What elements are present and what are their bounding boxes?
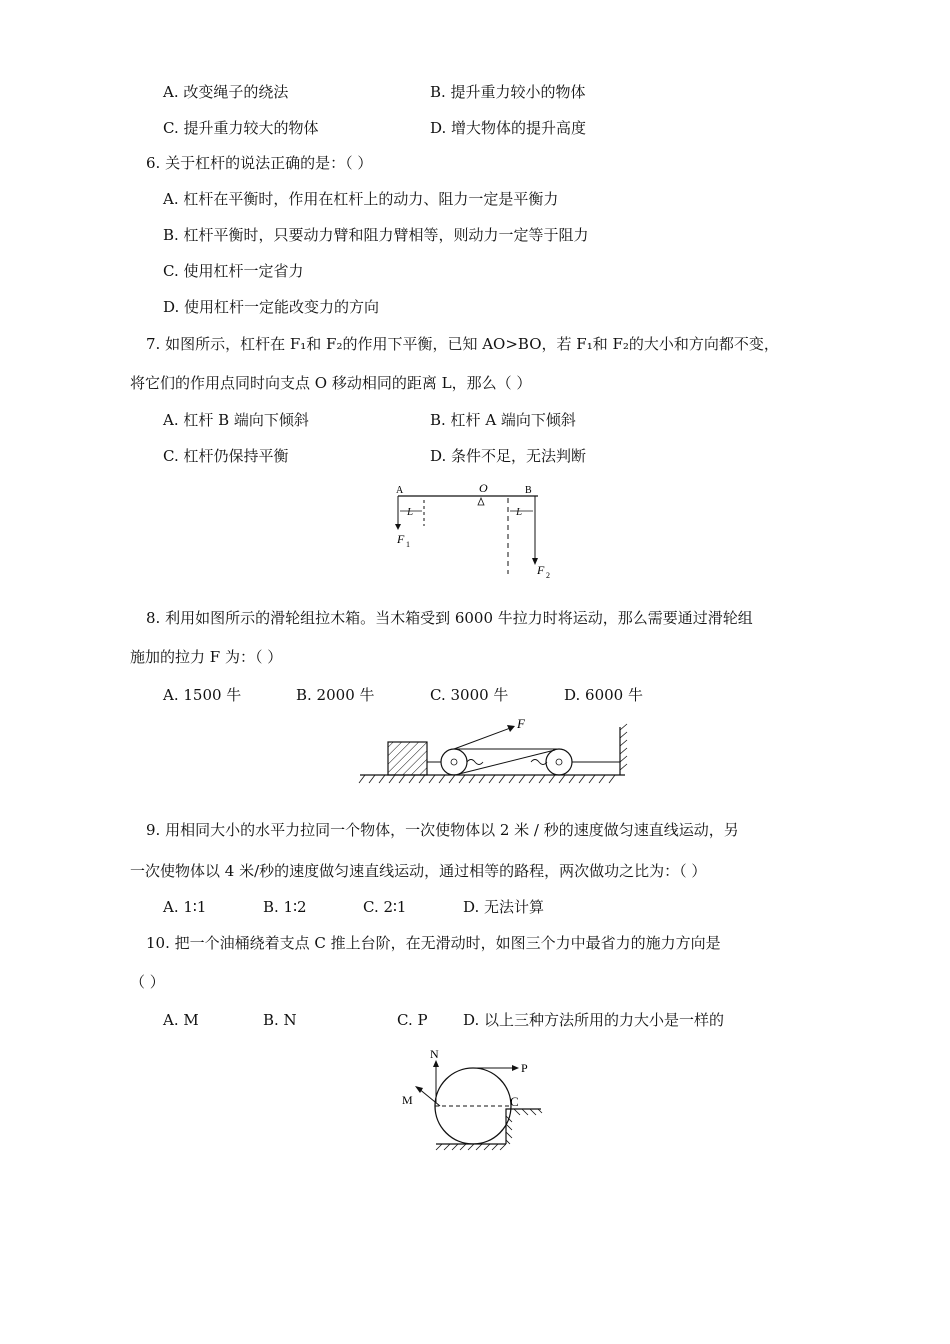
q10-option-c: C. P: [397, 1011, 428, 1029]
q10-option-a: A. M: [163, 1011, 199, 1029]
q6-option-a: A. 杠杆在平衡时，作用在杠杆上的动力、阻力一定是平衡力: [163, 190, 559, 208]
q5-option-c: C. 提升重力较大的物体: [163, 119, 319, 137]
label-n: N: [430, 1047, 439, 1061]
q8-option-a: A. 1500 牛: [163, 686, 242, 704]
q7-option-d: D. 条件不足，无法判断: [430, 447, 587, 465]
fixed-pulley: [546, 749, 572, 775]
q9-option-d: D. 无法计算: [463, 898, 545, 916]
q10-option-d: D. 以上三种方法所用的力大小是一样的: [463, 1011, 725, 1029]
q8-option-b: B. 2000 牛: [296, 686, 375, 704]
lever-label-a: A: [396, 485, 404, 496]
q10-stem-line1: 10. 把一个油桶绕着支点 C 推上台阶，在无滑动时，如图三个力中最省力的施力方向是: [146, 934, 721, 952]
lever-label-o: O: [479, 481, 488, 495]
movable-pulley: [441, 749, 467, 775]
q9-stem-line2: 一次使物体以 4 米/秒的速度做匀速直线运动，通过相等的路程，两次做功之比为：（ ）: [130, 862, 707, 880]
q7-option-b: B. 杠杆 A 端向下倾斜: [430, 411, 576, 429]
label-f: F: [517, 716, 525, 731]
label-f2: F: [537, 563, 545, 577]
q6-option-c: C. 使用杠杆一定省力: [163, 262, 304, 280]
q7-stem-line2: 将它们的作用点同时向支点 O 移动相同的距离 L，那么（ ）: [130, 374, 532, 392]
q7-stem-line1: 7. 如图所示，杠杆在 F₁和 F₂的作用下平衡，已知 AO>BO，若 F₁和 F₂的大小和方向都不变，: [146, 335, 779, 353]
q8-stem-line1: 8. 利用如图所示的滑轮组拉木箱。当木箱受到 6000 牛拉力时将运动，那么需要通过滑轮组: [146, 609, 753, 627]
q8-option-c: C. 3000 牛: [430, 686, 509, 704]
lever-label-l-right: L: [516, 506, 523, 518]
drum-figure: [398, 1046, 553, 1156]
label-f1-sub: 1: [406, 540, 410, 549]
fulcrum-icon: [478, 498, 484, 505]
q5-option-b: B. 提升重力较小的物体: [430, 83, 586, 101]
q7-option-c: C. 杠杆仍保持平衡: [163, 447, 289, 465]
lever-label-l-left: L: [407, 506, 414, 518]
q10-stem-line2: （ ）: [130, 973, 165, 991]
q5-option-a: A. 改变绳子的绕法: [163, 83, 289, 101]
label-m: M: [402, 1093, 413, 1107]
q8-option-d: D. 6000 牛: [564, 686, 643, 704]
q6-option-d: D. 使用杠杆一定能改变力的方向: [163, 298, 380, 316]
label-c: C: [510, 1094, 519, 1109]
lever-figure: [388, 480, 568, 585]
force-arrow: [454, 727, 513, 749]
crate: [388, 742, 427, 775]
q7-option-a: A. 杠杆 B 端向下倾斜: [163, 411, 309, 429]
q6-stem: 6. 关于杠杆的说法正确的是：（ ）: [146, 154, 373, 172]
q6-option-b: B. 杠杆平衡时，只要动力臂和阻力臂相等，则动力一定等于阻力: [163, 226, 589, 244]
label-f1: F: [397, 532, 405, 546]
q9-option-b: B. 1∶2: [263, 898, 307, 916]
q9-stem-line1: 9. 用相同大小的水平力拉同一个物体，一次使物体以 2 米 / 秒的速度做匀速直线运动，另: [146, 821, 739, 839]
lever-label-b: B: [525, 485, 532, 496]
label-f2-sub: 2: [546, 571, 550, 580]
q10-option-b: B. N: [263, 1011, 297, 1029]
q5-option-d: D. 增大物体的提升高度: [430, 119, 587, 137]
label-p: P: [521, 1061, 528, 1075]
q8-stem-line2: 施加的拉力 F 为：（ ）: [130, 648, 283, 666]
pulley-figure: [355, 712, 635, 792]
q9-option-c: C. 2∶1: [363, 898, 407, 916]
q9-option-a: A. 1∶1: [163, 898, 207, 916]
